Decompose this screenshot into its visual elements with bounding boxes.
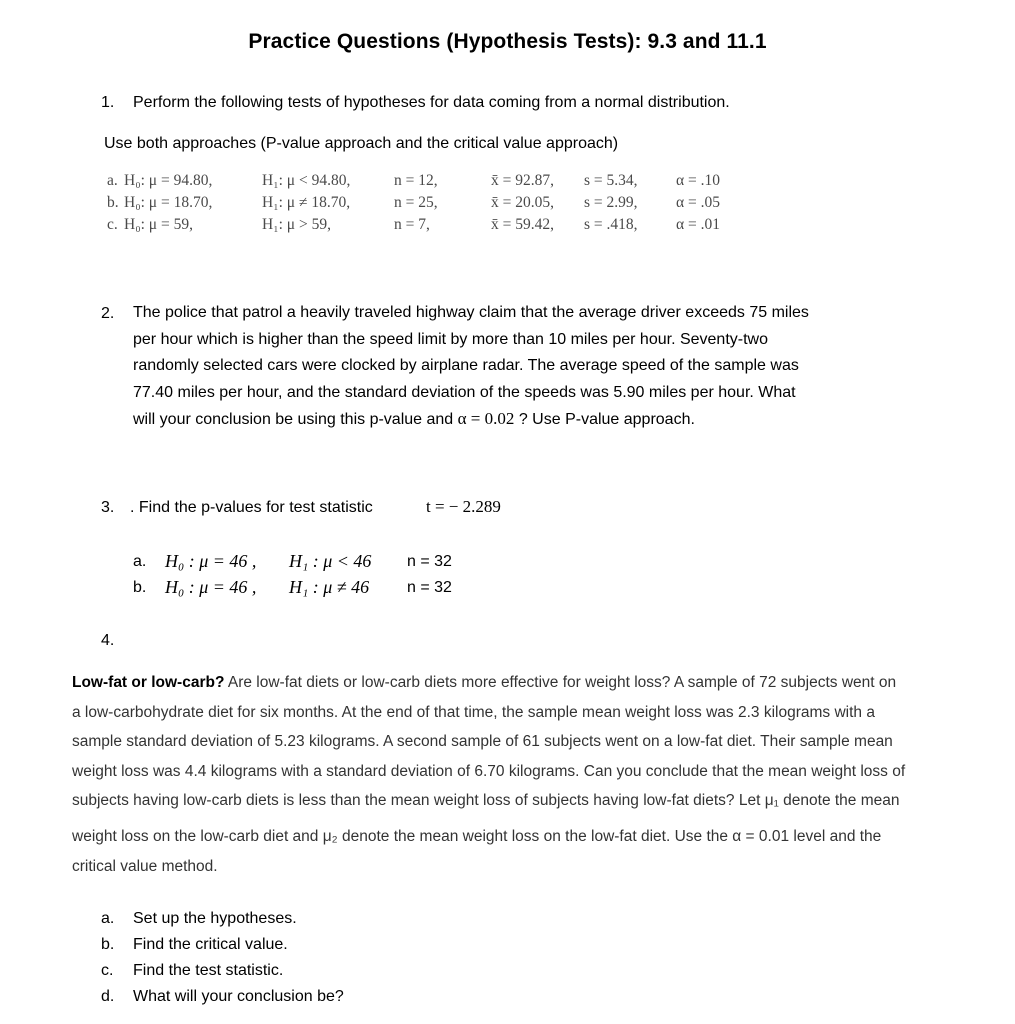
q4-text bbox=[72, 668, 982, 881]
q3-number: 3. bbox=[101, 499, 115, 516]
q1-row-c-label: c. bbox=[107, 216, 118, 233]
q1-row-a-h0: H₀: μ = 94.80, bbox=[124, 172, 213, 189]
q4-sub-b-text: Find the critical value. bbox=[133, 936, 288, 953]
q4-line: sample standard deviation of 5.23 kilograms. A second sample of 61 subjects went on a low-fat diet. Their sample mean bbox=[72, 733, 893, 750]
q1-row-a-s: s = 5.34, bbox=[584, 172, 638, 189]
q3-item-a-n: n = 32 bbox=[407, 553, 452, 570]
q1-row-c-n: n = 7, bbox=[394, 216, 430, 233]
q1-row-c-h0: H₀: μ = 59, bbox=[124, 216, 193, 233]
q1-number: 1. bbox=[101, 94, 115, 111]
q3-text: . Find the p-values for test statistic bbox=[130, 499, 373, 516]
q1-row-c-h1: H₁: μ > 59, bbox=[262, 216, 331, 233]
q1-row-a-alpha: α = .10 bbox=[676, 172, 720, 189]
q4-line bbox=[72, 668, 982, 698]
q2-line: randomly selected cars were clocked by airplane radar. The average speed of the sample was bbox=[133, 357, 799, 374]
q1-row-c-xbar: x̄ = 59.42, bbox=[491, 216, 554, 233]
q4-line: a low-carbohydrate diet for six months. At the end of that time, the sample mean weight loss was 2.3 kilograms with a bbox=[72, 703, 875, 721]
q2-line-last bbox=[133, 406, 933, 434]
q4-sub-c-label: c. bbox=[101, 962, 114, 979]
q3-item-b-h1: H₁ : μ ≠ 46 bbox=[289, 577, 370, 597]
q4-line: weight loss was 4.4 kilograms with a standard deviation of 6.70 kilograms. Can you conclude that the mean weight loss of bbox=[72, 762, 906, 780]
q1-row-b-h0: H₀: μ = 18.70, bbox=[124, 194, 213, 211]
q3-item-a-h0: H₀ : μ = 46 , bbox=[165, 551, 257, 571]
q2-last-a: will your conclusion be using this p-value and bbox=[133, 411, 458, 428]
q1-row-a-n: n = 12, bbox=[394, 172, 438, 189]
q1-row-b-xbar: x̄ = 20.05, bbox=[491, 194, 554, 211]
q4-sub-d-label: d. bbox=[101, 988, 115, 1005]
q2-last-b: ? Use P-value approach. bbox=[514, 411, 695, 428]
q3-item-b-n: n = 32 bbox=[407, 579, 452, 596]
q2-text bbox=[133, 300, 933, 434]
q1-row-b-n: n = 25, bbox=[394, 194, 438, 211]
q4-line: weight loss on the low-carb diet and μ₂ denote the mean weight loss on the low-fat diet. Use the α = 0.01 level and the bbox=[72, 828, 882, 845]
q2-alpha: α = 0.02 bbox=[457, 409, 515, 428]
q1-row-c-alpha: α = .01 bbox=[676, 216, 720, 233]
q3-item-b-h0: H₀ : μ = 46 , bbox=[165, 577, 257, 597]
q4-sub-d-text: What will your conclusion be? bbox=[133, 988, 344, 1005]
q4-sub-b-label: b. bbox=[101, 936, 115, 953]
q1-row-b-s: s = 2.99, bbox=[584, 194, 638, 211]
q2-number: 2. bbox=[101, 305, 115, 322]
q1-row-a-xbar: x̄ = 92.87, bbox=[491, 172, 554, 189]
q4-sub-c-text: Find the test statistic. bbox=[133, 962, 284, 979]
q1-row-a-h1: H₁: μ < 94.80, bbox=[262, 172, 351, 189]
q4-line: critical value method. bbox=[72, 857, 218, 875]
q2-line: 77.40 miles per hour, and the standard deviation of the speeds was 5.90 miles per hour. What bbox=[133, 383, 796, 401]
q4-line-0: Are low-fat diets or low-carb diets more effective for weight loss? A sample of 72 subjects went on bbox=[224, 674, 897, 691]
q4-sub-a-label: a. bbox=[101, 910, 115, 927]
q4-heading: Low-fat or low-carb? bbox=[72, 674, 225, 691]
q3-item-a-h1: H₁ : μ < 46 bbox=[289, 551, 372, 571]
q3-item-b-label: b. bbox=[133, 579, 147, 596]
q1-row-c-s: s = .418, bbox=[584, 216, 638, 233]
q1-row-b-label: b. bbox=[107, 194, 119, 211]
q1-approaches: Use both approaches (P-value approach and the critical value approach) bbox=[104, 135, 619, 152]
q4-number: 4. bbox=[101, 632, 115, 649]
q3-test-statistic: t = − 2.289 bbox=[426, 497, 501, 516]
q1-row-a-label: a. bbox=[107, 172, 118, 189]
q4-line: subjects having low-carb diets is less than the mean weight loss of subjects having low-fat diets? Let μ₁ denote the mean bbox=[72, 792, 900, 809]
page-title: Practice Questions (Hypothesis Tests): 9.3 and 11.1 bbox=[248, 30, 767, 53]
q3-item-a-label: a. bbox=[133, 553, 147, 570]
q2-line: per hour which is higher than the speed limit by more than 10 miles per hour. Seventy-two bbox=[133, 330, 768, 348]
q4-sub-a-text: Set up the hypotheses. bbox=[133, 910, 297, 927]
q1-text: Perform the following tests of hypotheses for data coming from a normal distribution. bbox=[133, 94, 730, 111]
q1-row-b-h1: H₁: μ ≠ 18.70, bbox=[262, 194, 351, 211]
q2-line: The police that patrol a heavily traveled highway claim that the average driver exceeds 75 miles bbox=[133, 304, 809, 321]
q1-row-b-alpha: α = .05 bbox=[676, 194, 720, 211]
